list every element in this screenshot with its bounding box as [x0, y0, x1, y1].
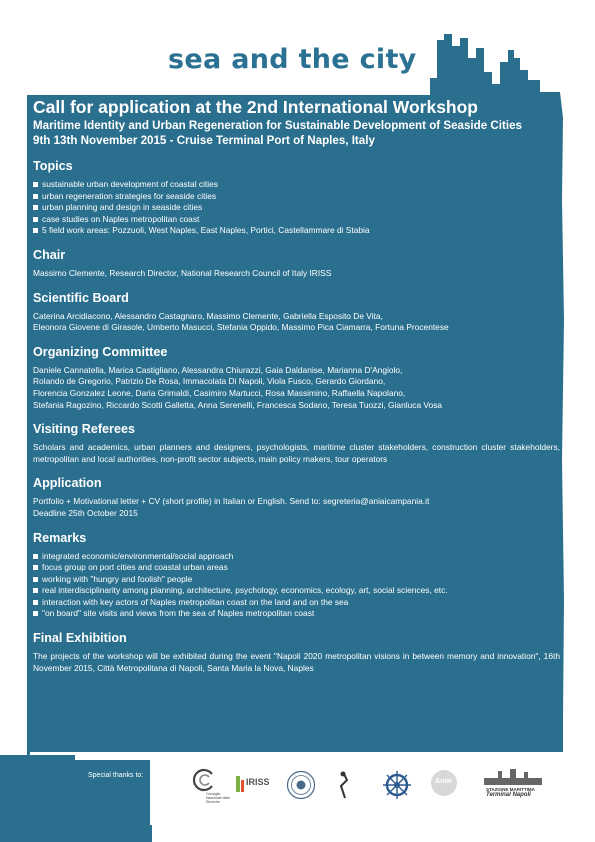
- final-exhibition-section: [33, 630, 560, 674]
- remark-item: working with "hungry and foolish" people: [33, 574, 560, 586]
- workshop-dates: 9th 13th November 2015 - Cruise Terminal Port of Naples, Italy: [33, 134, 375, 147]
- visiting-referees-section: [33, 421, 560, 465]
- organizing-committee-line: Daniele Cannatella, Marica Castigliano, Alessandra Chiurazzi, Gaia Daldanise, Marianna D'Angiolo,: [33, 364, 403, 375]
- topics-section: [33, 158, 560, 237]
- topics-heading: Topics: [33, 159, 73, 173]
- final-exhibition-text: The projects of the workshop will be exhibited during the event "Napoli 2020 metropolitan visions in between memory and innovation", 16th November 2015, Città Metropolitana di Napoli, Santa Maria la Nova, Naples: [33, 651, 560, 673]
- remark-item: integrated economic/environmental/social approach: [33, 551, 560, 563]
- page-title: sea and the city: [168, 44, 417, 75]
- stazione-line1: STAZIONE MARITTIMA: [486, 787, 535, 792]
- scientific-board-line: Eleonora Giovene di Girasole, Umberto Masucci, Stefania Oppido, Massimo Pica Ciamarra, Fortuna Procentese: [33, 322, 449, 333]
- topic-item: urban planning and design in seaside cities: [33, 202, 560, 214]
- remark-item: focus group on port cities and coastal urban areas: [33, 562, 560, 574]
- application-deadline: Deadline 25th October 2015: [33, 507, 138, 518]
- remark-item: real interdisciplinarity among planning, architecture, psychology, economics, ecology, art, social sciences, etc.: [33, 585, 560, 597]
- topic-item: urban regeneration strategies for seaside cities: [33, 191, 560, 203]
- organizing-committee-heading: Organizing Committee: [33, 344, 168, 359]
- iriss-logo-text: IRISS: [246, 777, 270, 787]
- visiting-referees-heading: Visiting Referees: [33, 422, 135, 437]
- remarks-section: [33, 530, 560, 621]
- topic-item: sustainable urban development of coastal cities: [33, 179, 560, 191]
- remarks-heading: Remarks: [33, 530, 87, 545]
- chair-section: [33, 247, 560, 280]
- chair-heading: Chair: [33, 247, 66, 262]
- university-seal-logo: [286, 770, 316, 800]
- aniai-logo-text: Aniai: [435, 778, 453, 785]
- main-content: [33, 97, 560, 674]
- cnr-logo: [192, 768, 230, 804]
- cnr-logo-text: Consiglio Nazionale delle Ricerche: [206, 792, 230, 804]
- chair-text: Massimo Clemente, Research Director, National Research Council of Italy IRISS: [33, 267, 332, 278]
- remarks-list: [33, 551, 560, 621]
- organizing-committee-line: Florencia Gonzalez Leone, Daria Grimaldi, Casimiro Martucci, Rosa Massimino, Raffaella Napolano,: [33, 387, 406, 398]
- organizing-committee-line: Stefania Ragozino, Riccardo Scotti Galletta, Anna Serenelli, Francesca Sodano, Teresa Tuozzi, Gianluca Vosa: [33, 399, 443, 410]
- remark-item: "on board" site visits and views from the sea of Naples metropolitan coast: [33, 608, 560, 620]
- visiting-referees-text: Scholars and academics, urban planners and designers, psychologists, maritime cluster stakeholders, construction cluster stakeholders, metropolitan and local authorities, non-profit sector subjects, main policy makers, tour operators: [33, 442, 560, 464]
- organizing-committee-line: Rolando de Gregorio, Patrizio De Rosa, Immacolata Di Napoli, Viola Fusco, Gerardo Giordano,: [33, 376, 386, 387]
- aniai-logo: [430, 768, 458, 798]
- stazione-line2: Terminal Napoli: [486, 792, 531, 798]
- topic-item: 5 field work areas: Pozzuoli, West Naples, East Naples, Portici, Castellammare di Stabia: [33, 225, 560, 237]
- iriss-logo: [236, 774, 270, 794]
- workshop-subtitle: Maritime Identity and Urban Regeneration for Sustainable Development of Seaside Cities: [33, 119, 522, 132]
- organizing-committee-section: [33, 344, 560, 411]
- ship-wheel-logo: [382, 770, 412, 800]
- special-thanks-label: Special thanks to:: [88, 772, 144, 779]
- headline: Call for application at the 2nd International Workshop: [33, 97, 478, 117]
- topic-item: case studies on Naples metropolitan coast: [33, 214, 560, 226]
- stazione-marittima-logo: [478, 768, 548, 798]
- remark-item: interaction with key actors of Naples metropolitan coast on the land and on the sea: [33, 597, 560, 609]
- figure-emblem-logo: [333, 770, 355, 800]
- scientific-board-section: [33, 290, 560, 334]
- topics-list: [33, 179, 560, 237]
- scientific-board-heading: Scientific Board: [33, 290, 129, 305]
- application-section: [33, 475, 560, 519]
- final-exhibition-heading: Final Exhibition: [33, 631, 127, 646]
- scientific-board-line: Caterina Arcidiacono, Alessandro Castagnaro, Massimo Clemente, Gabriella Esposito De Vita,: [33, 310, 383, 321]
- application-text: Portfolio + Motivational letter + CV (short profile) in Italian or English. Send to: segreteria@aniaicampania.it: [33, 496, 430, 507]
- application-heading: Application: [33, 476, 102, 491]
